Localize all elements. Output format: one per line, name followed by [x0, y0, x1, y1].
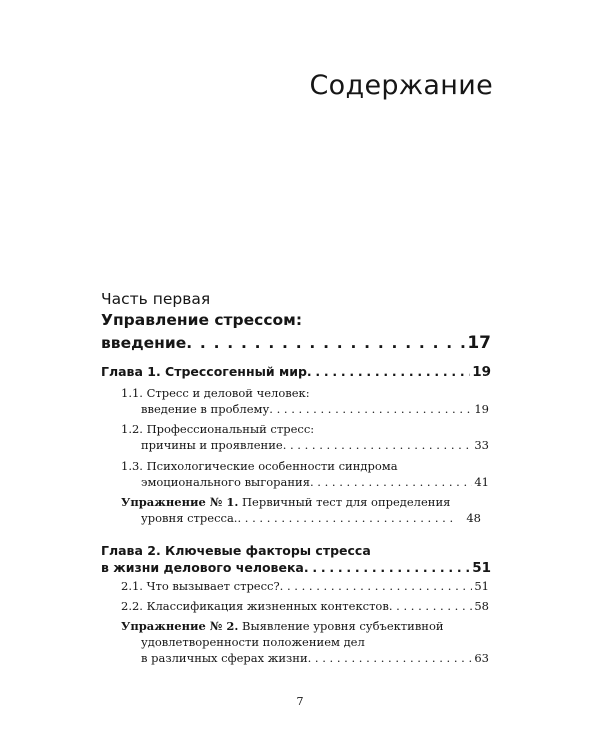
dot-leader: [308, 650, 473, 666]
part-title-continuation: введение: [101, 334, 187, 352]
dot-leader: [389, 598, 473, 614]
exercise-title: Первичный тест для определения: [242, 495, 451, 509]
toc-entry-1-2[interactable]: [121, 421, 489, 453]
chapter-1-entry[interactable]: [101, 364, 491, 380]
part-label: Часть первая: [101, 290, 211, 308]
exercise-title-cont: уровня стресса.: [141, 511, 238, 525]
entry-title: 1.1. Стресс и деловой человек:: [121, 386, 310, 400]
exercise-label: Упражнение № 1.: [121, 495, 239, 509]
entry-page: 19: [474, 402, 489, 416]
toc-exercise-1[interactable]: [121, 494, 489, 526]
dot-leader: [307, 364, 470, 379]
entry-title: 1.2. Профессиональный стресс:: [121, 422, 315, 436]
toc-entry-2-2[interactable]: [121, 598, 489, 614]
toc-entry-1-1[interactable]: [121, 385, 489, 417]
dot-leader: [304, 560, 470, 575]
exercise-title: Выявление уровня субъективной: [242, 619, 444, 633]
entry-page: 58: [474, 599, 489, 613]
chapter-1-page: 19: [472, 364, 491, 380]
dot-leader: [186, 334, 465, 352]
part-toc-line[interactable]: [101, 333, 491, 353]
exercise-title-cont: в различных сферах жизни: [141, 651, 308, 665]
entry-page: 41: [474, 475, 489, 489]
dot-leader: [283, 437, 473, 453]
chapter-2-title: Глава 2. Ключевые факторы стресса: [101, 543, 371, 558]
part-page-number: 17: [467, 333, 491, 353]
entry-title: 1.3. Психологические особенности синдрома: [121, 459, 398, 473]
exercise-title-cont: удовлетворенности положением дел: [141, 635, 365, 649]
dot-leader: [269, 401, 472, 417]
dot-leader: [310, 474, 472, 490]
entry-title-cont: введение в проблему: [141, 402, 270, 416]
chapter-2-entry[interactable]: [101, 543, 491, 576]
toc-exercise-2[interactable]: [121, 618, 489, 666]
entry-title: 2.1. Что вызывает стресс?: [121, 579, 280, 593]
dot-leader: [280, 578, 473, 594]
toc-entry-2-1[interactable]: [121, 578, 489, 594]
entry-title: 2.2. Классификация жизненных контекстов: [121, 599, 389, 613]
entry-title-cont: причины и проявление: [141, 438, 283, 452]
exercise-page: 48: [466, 511, 481, 525]
entry-page: 51: [474, 579, 489, 593]
exercise-page: 63: [474, 651, 489, 665]
page-title: Содержание: [309, 70, 493, 101]
chapter-2-title-cont: в жизни делового человека: [101, 560, 304, 575]
page-number: 7: [296, 695, 304, 708]
toc-entry-1-3[interactable]: [121, 458, 489, 490]
chapter-2-page: 51: [472, 560, 491, 576]
exercise-label: Упражнение № 2.: [121, 619, 239, 633]
part-title: Управление стрессом:: [101, 311, 303, 329]
entry-title-cont: эмоционального выгорания: [141, 475, 310, 489]
chapter-1-title: Глава 1. Стрессогенный мир: [101, 364, 307, 379]
entry-page: 33: [474, 438, 489, 452]
dot-leader: [237, 510, 456, 526]
